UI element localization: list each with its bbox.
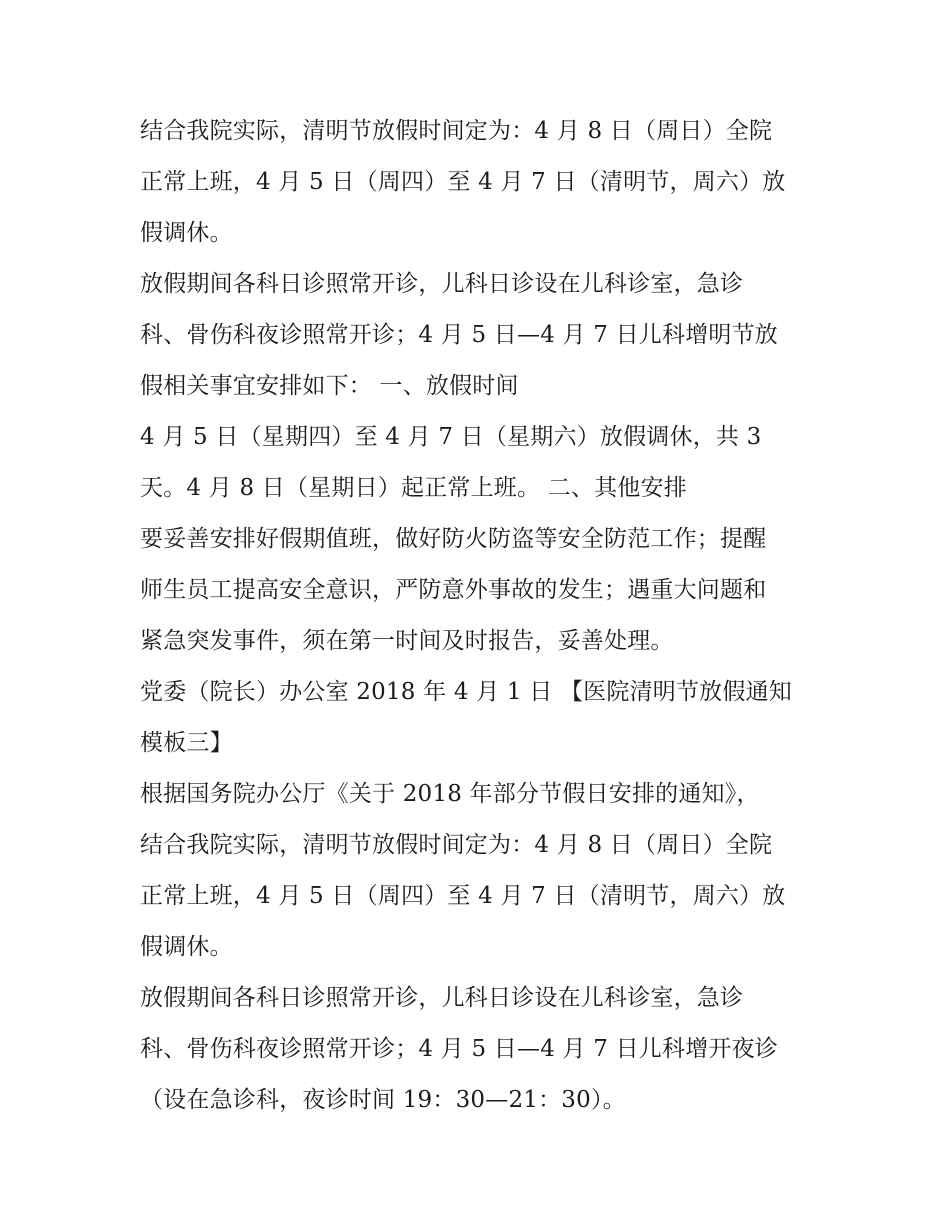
text-line: 师生员工提高安全意识，严防意外事故的发生；遇重大问题和 — [140, 577, 767, 603]
text-line: （设在急诊科，夜诊时间 19：30—21：30）。 — [140, 1087, 626, 1113]
text-line: 模板三】 — [140, 730, 233, 756]
text-line: 天。4 月 8 日（星期日）起正常上班。 二、其他安排 — [140, 475, 687, 501]
text-line: 结合我院实际，清明节放假时间定为：4 月 8 日（周日）全院 — [140, 118, 773, 144]
text-line: 假相关事宜安排如下： 一、放假时间 — [140, 373, 519, 399]
text-line: 4 月 5 日（星期四）至 4 月 7 日（星期六）放假调休，共 3 — [140, 424, 762, 450]
text-line: 科、骨伤科夜诊照常开诊；4 月 5 日—4 月 7 日儿科增明节放 — [140, 322, 778, 348]
text-line: 正常上班，4 月 5 日（周四）至 4 月 7 日（清明节，周六）放 — [140, 883, 786, 909]
text-line: 科、骨伤科夜诊照常开诊；4 月 5 日—4 月 7 日儿科增开夜诊 — [140, 1036, 778, 1062]
document-body — [140, 106, 840, 1126]
text-line: 紧急突发事件，须在第一时间及时报告，妥善处理。 — [140, 628, 674, 654]
text-line: 结合我院实际，清明节放假时间定为：4 月 8 日（周日）全院 — [140, 832, 773, 858]
text-line: 党委（院长）办公室 2018 年 4 月 1 日 【医院清明节放假通知 — [140, 679, 792, 705]
text-line: 假调休。 — [140, 934, 233, 960]
text-line: 要妥善安排好假期值班，做好防火防盗等安全防范工作；提醒 — [140, 526, 767, 552]
text-line: 假调休。 — [140, 220, 233, 246]
text-line: 放假期间各科日诊照常开诊，儿科日诊设在儿科诊室，急诊 — [140, 271, 744, 297]
text-line: 根据国务院办公厅《关于 2018 年部分节假日安排的通知》， — [140, 781, 760, 807]
text-line: 放假期间各科日诊照常开诊，儿科日诊设在儿科诊室，急诊 — [140, 985, 744, 1011]
text-line: 正常上班，4 月 5 日（周四）至 4 月 7 日（清明节，周六）放 — [140, 169, 786, 195]
